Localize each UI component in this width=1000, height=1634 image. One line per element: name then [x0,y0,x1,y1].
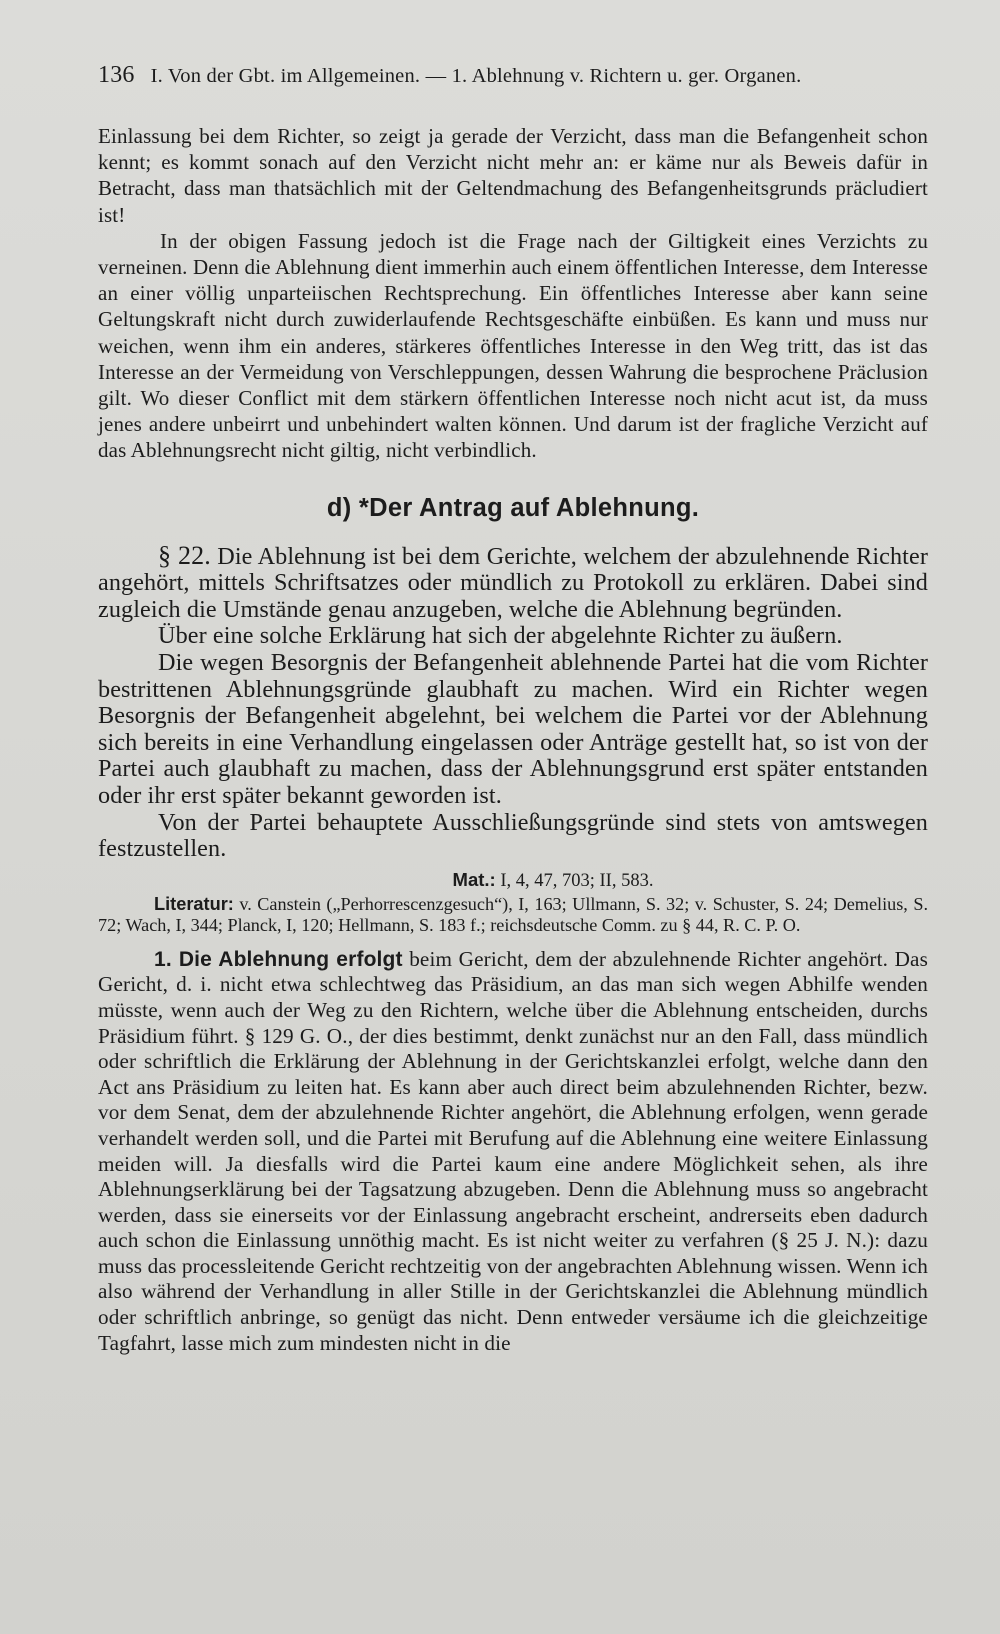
commentary [98,947,928,1357]
intro-paragraph-1: Einlassung bei dem Richter, so zeigt ja gerade der Verzicht, dass man die Befangenheit schon kennt; es kommt sonach auf den Verzicht nicht mehr an: er käme nur als Beweis dafür in Betracht, dass man thatsächlich mit der Geltendmachung des Befangenheitsgrunds präcludiert ist! [98,124,928,227]
literature-reference [98,894,928,937]
section-heading: d) *Der Antrag auf Ablehnung. [326,493,700,522]
commentary-lead: 1. Die Ablehnung erfolgt [154,947,403,971]
literature-text: v. Canstein („Perhorrescenzgesuch“), I, 163; Ullmann, S. 32; v. Schuster, S. 24; Demelius, S. 72; Wach, I, 344; Planck, I, 120; Hellmann, S. 183 f.; reichsdeutsche Comm. zu § 44, R. C. P. O. [98,893,928,936]
statute-text [98,540,928,863]
statute-paragraph-1 [98,540,928,624]
statute-paragraph-2: Über eine solche Erklärung hat sich der abgelehnte Richter zu äußern. [158,622,843,650]
running-title: I. Von der Gbt. im Allgemeinen. — 1. Ablehnung v. Richtern u. ger. Organen. [150,65,802,87]
materials-text: I, 4, 47, 703; II, 583. [500,870,654,891]
statute-paragraph-3: Die wegen Besorgnis der Befangenheit ablehnende Partei hat die vom Richter bestrittenen Ablehnungsgründe glaubhaft zu machen. Wird ein Richter wegen Besorgnis der Befangenheit abgelehnt, bei welchem die Partei vor der Ablehnung sich bereits in eine Verhandlung eingelassen oder Anträge gestellt hat, so ist von der Partei auch glaubhaft zu machen, dass der Ablehnungsgrund erst später entstanden oder ihr erst später bekannt geworden ist. [98,649,928,809]
running-header [98,62,928,89]
literature-label: Literatur: [154,893,234,914]
intro-text [98,123,928,464]
statute-paragraph-1-text: Die Ablehnung ist bei dem Gerichte, welchem der abzulehnende Richter angehört, mittels Schriftsatzes oder mündlich zu Protokoll zu erklären. Dabei sind zugleich die Umstände genau anzugeben, welche die Ablehnung begründen. [98,542,928,623]
materials-label: Mat.: [452,868,496,890]
statute-paragraph-4: Von der Partei behauptete Ausschließungsgründe sind stets von amtswegen festzustellen. [98,808,928,863]
paragraph-sign: § 22. [158,540,211,570]
commentary-paragraph-1 [98,947,928,1357]
materials-reference [98,869,928,892]
commentary-text: beim Gericht, dem der abzulehnende Richter angehört. Das Gericht, d. i. nicht etwa schlechtweg das Präsidium, an das man sich wegen Abhilfe wenden müsste, wenn auch der Weg zu den Richtern, welche über die Ablehnung entscheiden, durchs Präsidium führt. § 129 G. O., der dies bestimmt, denkt zunächst nur an den Fall, dass mündlich oder schriftlich die Erklärung der Ablehnung in der Gerichtskanzlei erfolgt, welche dann den Act ans Präsidium zu leiten hat. Es kann aber auch direct beim abzulehnenden Richter, bezw. vor dem Senat, dem der abzulehnende Richter angehört, die Ablehnung erfolgen, wenn gerade verhandelt werden soll, und die Partei mit Berufung auf die Ablehnung eine weitere Einlassung meiden will. Ja diesfalls wird die Partei kaum eine andere Möglichkeit sehen, als ihre Ablehnungserklärung bei der Tagsatzung abzugeben. Denn die Ablehnung muss so angebracht werden, dass sie einerseits vor der Einlassung angebracht erscheint, andrerseits eben dadurch auch schon die Einlassung unnöthig macht. Es ist nicht weiter zu verfahren (§ 25 J. N.): dazu muss das processleitende Gericht rechtzeitig von der angebrachten Ablehnung wissen. Wenn ich also während der Verhandlung in aller Stille in der Gerichtskanzlei die Ablehnung mündlich oder schriftlich anbringe, so genügt das nicht. Denn entweder versäume ich die gleichzeitige Tagfahrt, lasse mich zum mindesten nicht in die [98,946,929,1355]
page-number: 136 [98,62,135,88]
intro-paragraph-2: In der obigen Fassung jedoch ist die Frage nach der Giltigkeit eines Verzichts zu verneinen. Denn die Ablehnung dient immerhin auch einem öffentlichen Interesse, dem Interesse an einer völlig unparteiischen Rechtsprechung. Ein öffentliches Interesse aber kann seine Geltungskraft nicht durch zuwiderlaufende Rechtsgeschäfte einbüßen. Es kann und muss nur weichen, wenn ihm ein anderes, stärkeres öffentliches Interesse in den Weg tritt, das ist das Interesse an der Vermeidung von Verschleppungen, dessen Wahrung die besprochene Präclusion gilt. Wo dieser Conflict mit dem stärkern öffentlichen Interesse noch nicht acut ist, da muss jenes andere unbeirrt und unbehindert walten können. Und darum ist der fragliche Verzicht auf das Ablehnungsrecht nicht giltig, nicht verbindlich. [98,228,928,463]
